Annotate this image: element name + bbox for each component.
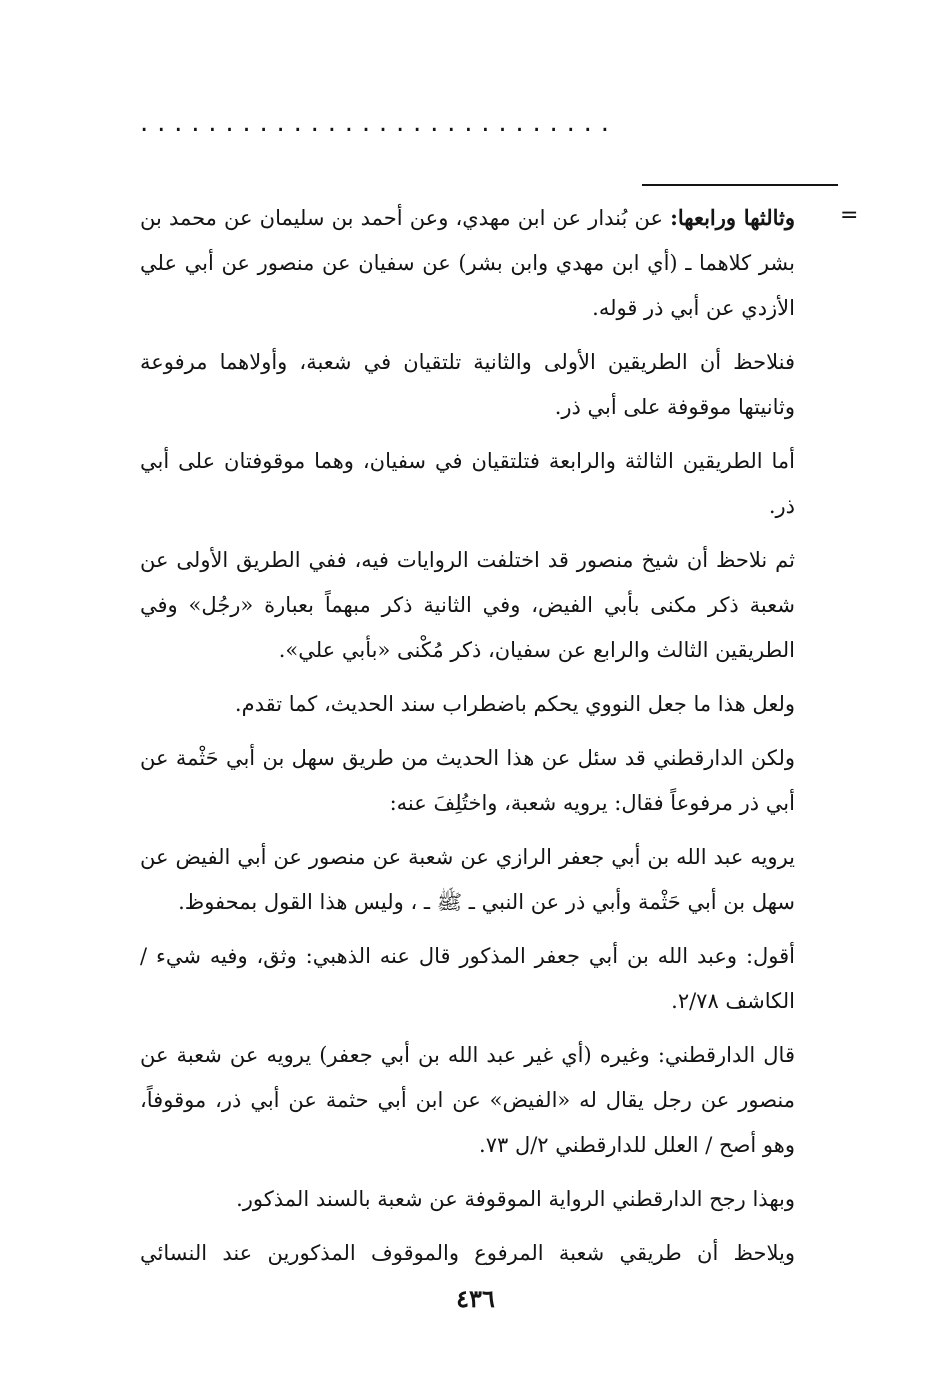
footnote-body (140, 195, 795, 1265)
footnote-rule (642, 184, 838, 186)
paragraph-3: أما الطريقين الثالثة والرابعة فتلتقيان في سفيان، وهما موقوفتان على أبي ذر. (140, 449, 795, 518)
paragraph-9: قال الدارقطني: وغيره (أي غير عبد الله بن أبي جعفر) يرويه عن شعبة عن منصور عن رجل يقال له «الفيض» عن ابن أبي حثمة عن أبي ذر، موقوفاً، وهو أصح / العلل للدارقطني ٢/ل ٧٣. (140, 1043, 795, 1157)
continuation-mark: = (840, 203, 859, 228)
paragraph-7: يرويه عبد الله بن أبي جعفر الرازي عن شعبة عن منصور عن أبي الفيض عن سهل بن أبي حَثْمة وأبي ذر عن النبي ـ ﷺ ـ ، وليس هذا القول بمحفوظ. (140, 845, 795, 914)
paragraph-1-lead: وثالثها ورابعها: (670, 205, 795, 230)
page-number: ٤٣٦ (456, 1284, 495, 1313)
paragraph-1-text: عن بُندار عن ابن مهدي، وعن أحمد بن سليمان عن محمد بن بشر كلاهما ـ (أي ابن مهدي وابن بشر) عن سفيان عن منصور عن أبي علي الأزدي عن أبي ذر قوله. (140, 206, 795, 320)
paragraph-10: وبهذا رجح الدارقطني الرواية الموقوفة عن شعبة بالسند المذكور. (236, 1187, 795, 1211)
paragraph-11: ويلاحظ أن طريقي شعبة المرفوع والموقوف المذكورين عند النسائي (140, 1241, 795, 1265)
paragraph-2: فنلاحظ أن الطريقين الأولى والثانية تلتقيان في شعبة، وأولاهما مرفوعة وثانيتها موقوفة على أبي ذر. (140, 350, 795, 419)
paragraph-4: ثم نلاحظ أن شيخ منصور قد اختلفت الروايات فيه، ففي الطريق الأولى عن شعبة ذكر مكنى بأبي الفيض، وفي الثانية ذكر مبهماً بعبارة «رجُل» وفي الطريقين الثالث والرابع عن سفيان، ذكر مُكْنى «بأبي علي». (140, 548, 795, 662)
paragraph-1 (140, 195, 795, 331)
top-dotted-separator: ............................ (140, 108, 618, 138)
paragraph-8: أقول: وعبد الله بن أبي جعفر المذكور قال عنه الذهبي: وثق، وفيه شيء / الكاشف ٢/٧٨. (140, 944, 795, 1013)
paragraph-6: ولكن الدارقطني قد سئل عن هذا الحديث من طريق سهل بن أبي حَثْمة عن أبي ذر مرفوعاً فقال: يرويه شعبة، واختُلِفَ عنه: (140, 746, 795, 815)
paragraph-5: ولعل هذا ما جعل النووي يحكم باضطراب سند الحديث، كما تقدم. (234, 692, 795, 716)
